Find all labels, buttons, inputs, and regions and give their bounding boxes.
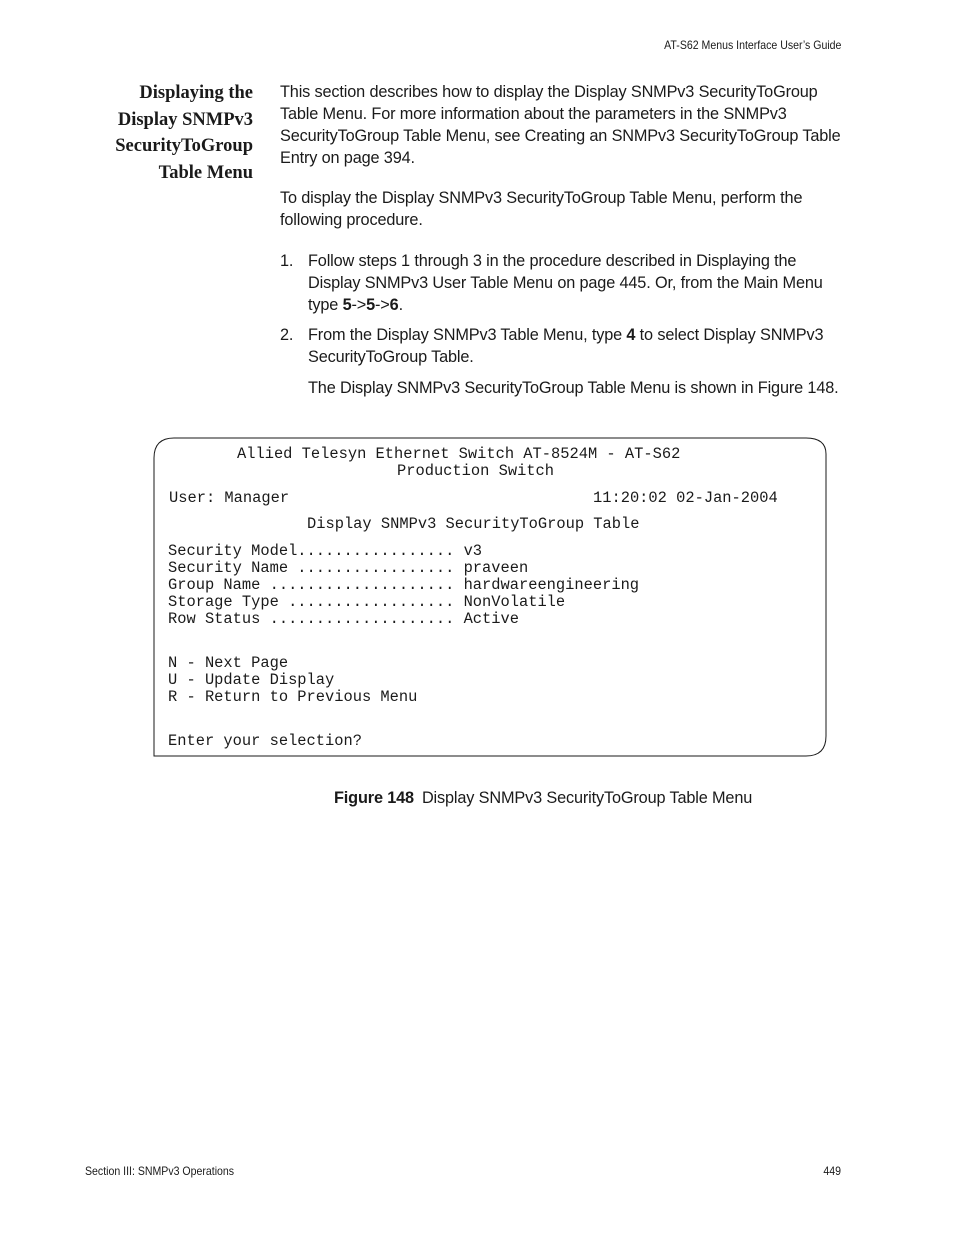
menu-option-return: R - Return to Previous Menu (168, 688, 418, 706)
section-heading (60, 80, 253, 186)
field-value: v3 (463, 542, 483, 560)
terminal-prompt: Enter your selection? (168, 732, 362, 750)
step-text-part: Follow steps 1 through 3 in the procedure described in Displaying the Display SNMPv3 User Table Menu on page 445. Or, from the Main Menu type (308, 252, 823, 314)
step-number: 1. (280, 252, 294, 270)
heading-line-4: Table Menu (158, 162, 253, 183)
field-label: Storage Type .................. (168, 593, 464, 611)
procedure-step-2 (280, 324, 845, 372)
procedure-lead-paragraph: To display the Display SNMPv3 SecurityToGroup Table Menu, perform the following procedure. (280, 189, 803, 229)
terminal-timestamp: 11:20:02 02-Jan-2004 (593, 489, 778, 507)
step-key: 4 (626, 326, 636, 344)
step-text (308, 250, 848, 316)
menu-option-next-page: N - Next Page (168, 654, 289, 672)
terminal-user-line: User: Manager (169, 489, 290, 507)
menu-option-update-display: U - Update Display (168, 671, 335, 689)
figure-caption (334, 787, 752, 809)
terminal-table-title: Display SNMPv3 SecurityToGroup Table (307, 515, 640, 533)
field-label: Row Status .................... (168, 610, 464, 628)
step-number: 2. (280, 326, 294, 344)
step-key: 6 (389, 296, 399, 314)
step-text-part: From the Display SNMPv3 Table Menu, type (308, 326, 627, 344)
field-value: hardwareengineering (463, 576, 640, 594)
step-note: The Display SNMPv3 SecurityToGroup Table Menu is shown in Figure 148. (308, 379, 839, 397)
field-storage-type (168, 594, 565, 611)
heading-line-3: SecurityToGroup (115, 136, 253, 156)
heading-line-1: Displaying the (139, 83, 253, 103)
field-security-name (168, 560, 528, 577)
terminal-title-line-1: Allied Telesyn Ethernet Switch AT-8524M - AT-S62 (237, 445, 681, 463)
field-label: Security Name ................. (168, 559, 464, 577)
step-text-part: . (398, 296, 403, 314)
procedure-step-1 (280, 250, 845, 320)
footer-page-number: 449 (823, 1164, 841, 1178)
step-separator: -> (351, 296, 367, 314)
field-row-status (168, 611, 519, 628)
field-value: Active (463, 610, 519, 628)
step-text-part: to select Display SNMPv3 SecurityToGroup Table. (308, 326, 824, 366)
terminal-title-line-2: Production Switch (397, 462, 555, 480)
running-header: AT-S62 Menus Interface User’s Guide (663, 38, 841, 52)
heading-line-2: Display SNMPv3 (117, 109, 253, 130)
step-text (308, 324, 848, 368)
figure-label: Figure 148 (334, 789, 414, 807)
field-value: praveen (463, 559, 529, 577)
intro-paragraph: This section describes how to display the Display SNMPv3 SecurityToGroup Table Menu. For more information about the parameters in the SNMPv3 SecurityToGroup Table Menu, see Creating an SNMPv3 SecurityToGroup Table Entry on page 394. (280, 83, 841, 167)
step-key: 5 (342, 296, 352, 314)
field-label: Group Name .................... (168, 576, 464, 594)
footer-section: Section III: SNMPv3 Operations (85, 1164, 235, 1178)
field-group-name (168, 577, 639, 594)
field-value: NonVolatile (463, 593, 566, 611)
field-security-model (168, 543, 482, 560)
step-key: 5 (366, 296, 376, 314)
step-separator: -> (375, 296, 390, 314)
field-label: Security Model................. (168, 542, 464, 560)
figure-title: Display SNMPv3 SecurityToGroup Table Menu (421, 789, 753, 807)
